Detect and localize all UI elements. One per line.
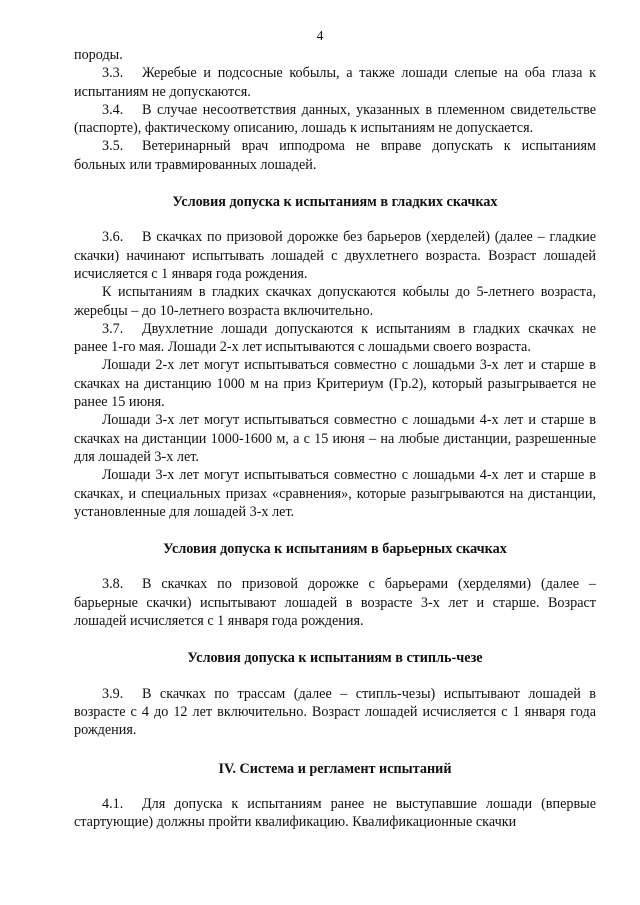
clause-text: В скачках по призовой дорожке с барьерами (херделями) (далее – барьерные скачки) испытывают лошадей в возрасте 3-х лет и старше. Возраст лошадей исчисляется с 1 января года рождения. — [74, 576, 596, 630]
clause-number: 3.6. — [102, 229, 124, 246]
paragraph-2yo-criterium: Лошади 2-х лет могут испытываться совместно с лошадьми 3-х лет и старше в скачках на дистанцию 1000 м на приз Критериум (Гр.2), который разыгрывается не ранее 15 июня. — [74, 357, 596, 411]
intro-fragment: породы. — [74, 47, 123, 63]
clause-number: 3.8. — [102, 576, 124, 593]
paragraph-3-7 — [74, 320, 596, 357]
page-number: 4 — [316, 28, 324, 43]
clause-text: Двухлетние лошади допускаются к испытаниям в гладких скачках не ранее 1-го мая. Лошади 2-х лет испытываются с лошадьми своего возраста. — [74, 320, 596, 356]
clause-number: 3.7. — [102, 320, 124, 337]
paragraph-smooth-age-limit: К испытаниям в гладких скачках допускаются кобылы до 5-летнего возраста, жеребцы – до 10-летнего возраста включительно. — [74, 284, 596, 319]
heading-section-iv: IV. Система и регламент испытаний — [218, 760, 452, 777]
clause-number: 3.5. — [102, 138, 124, 155]
clause-text: В случае несоответствия данных, указанных в племенном свидетельстве (паспорте), фактическому описанию, лошадь к испытаниям не допускается. — [74, 101, 596, 137]
paragraph-3-5 — [74, 137, 596, 174]
paragraph-3-3 — [74, 64, 596, 101]
paragraph-3yo-distances: Лошади 3-х лет могут испытываться совместно с лошадьми 4-х лет и старше в скачках на дистанции 1000-1600 м, а с 15 июня – на любые дистанции, разрешенные для лошадей 3-х лет. — [74, 412, 596, 465]
clause-text: Жеребые и подсосные кобылы, а также лошади слепые на оба глаза к испытаниям не допускаются. — [74, 65, 596, 100]
clause-text: Для допуска к испытаниям ранее не выступавшие лошади (впервые стартующие) должны пройти квалификацию. Квалификационные скачки — [74, 795, 596, 831]
paragraph-3yo-comparison: Лошади 3-х лет могут испытываться совместно с лошадьми 4-х лет и старше в скачках, и специальных призах «сравнения», которые разыгрываются на дистанции, установленные для лошадей 3-х лет. — [74, 467, 596, 520]
heading-steeplechase: Условия допуска к испытаниям в стипль-чезе — [187, 650, 483, 667]
clause-text: Ветеринарный врач ипподрома не вправе допускать к испытаниям больных или травмированных лошадей. — [74, 138, 596, 173]
paragraph-3-9 — [74, 685, 596, 740]
paragraph-3-4 — [74, 101, 596, 138]
clause-number: 4.1. — [102, 795, 124, 812]
clause-number: 3.9. — [102, 685, 124, 702]
paragraph-3-6 — [74, 228, 596, 283]
document-body — [74, 46, 596, 831]
clause-number: 3.4. — [102, 101, 124, 118]
paragraph-3-8 — [74, 575, 596, 630]
clause-text: В скачках по трассам (далее – стипль-чезы) испытывают лошадей в возрасте с 4 до 12 лет включительно. Возраст лошадей исчисляется с 1 января года рождения. — [74, 685, 596, 739]
heading-smooth-races: Условия допуска к испытаниям в гладких скачках — [172, 194, 498, 211]
heading-hurdle-races: Условия допуска к испытаниям в барьерных скачках — [163, 541, 507, 558]
clause-text: В скачках по призовой дорожке без барьеров (херделей) (далее – гладкие скачки) начинают испытывать лошадей с двухлетнего возраста. Возраст лошадей исчисляется с 1 января года рождения. — [74, 229, 596, 282]
paragraph-4-1 — [74, 795, 596, 832]
clause-number: 3.3. — [102, 65, 124, 82]
